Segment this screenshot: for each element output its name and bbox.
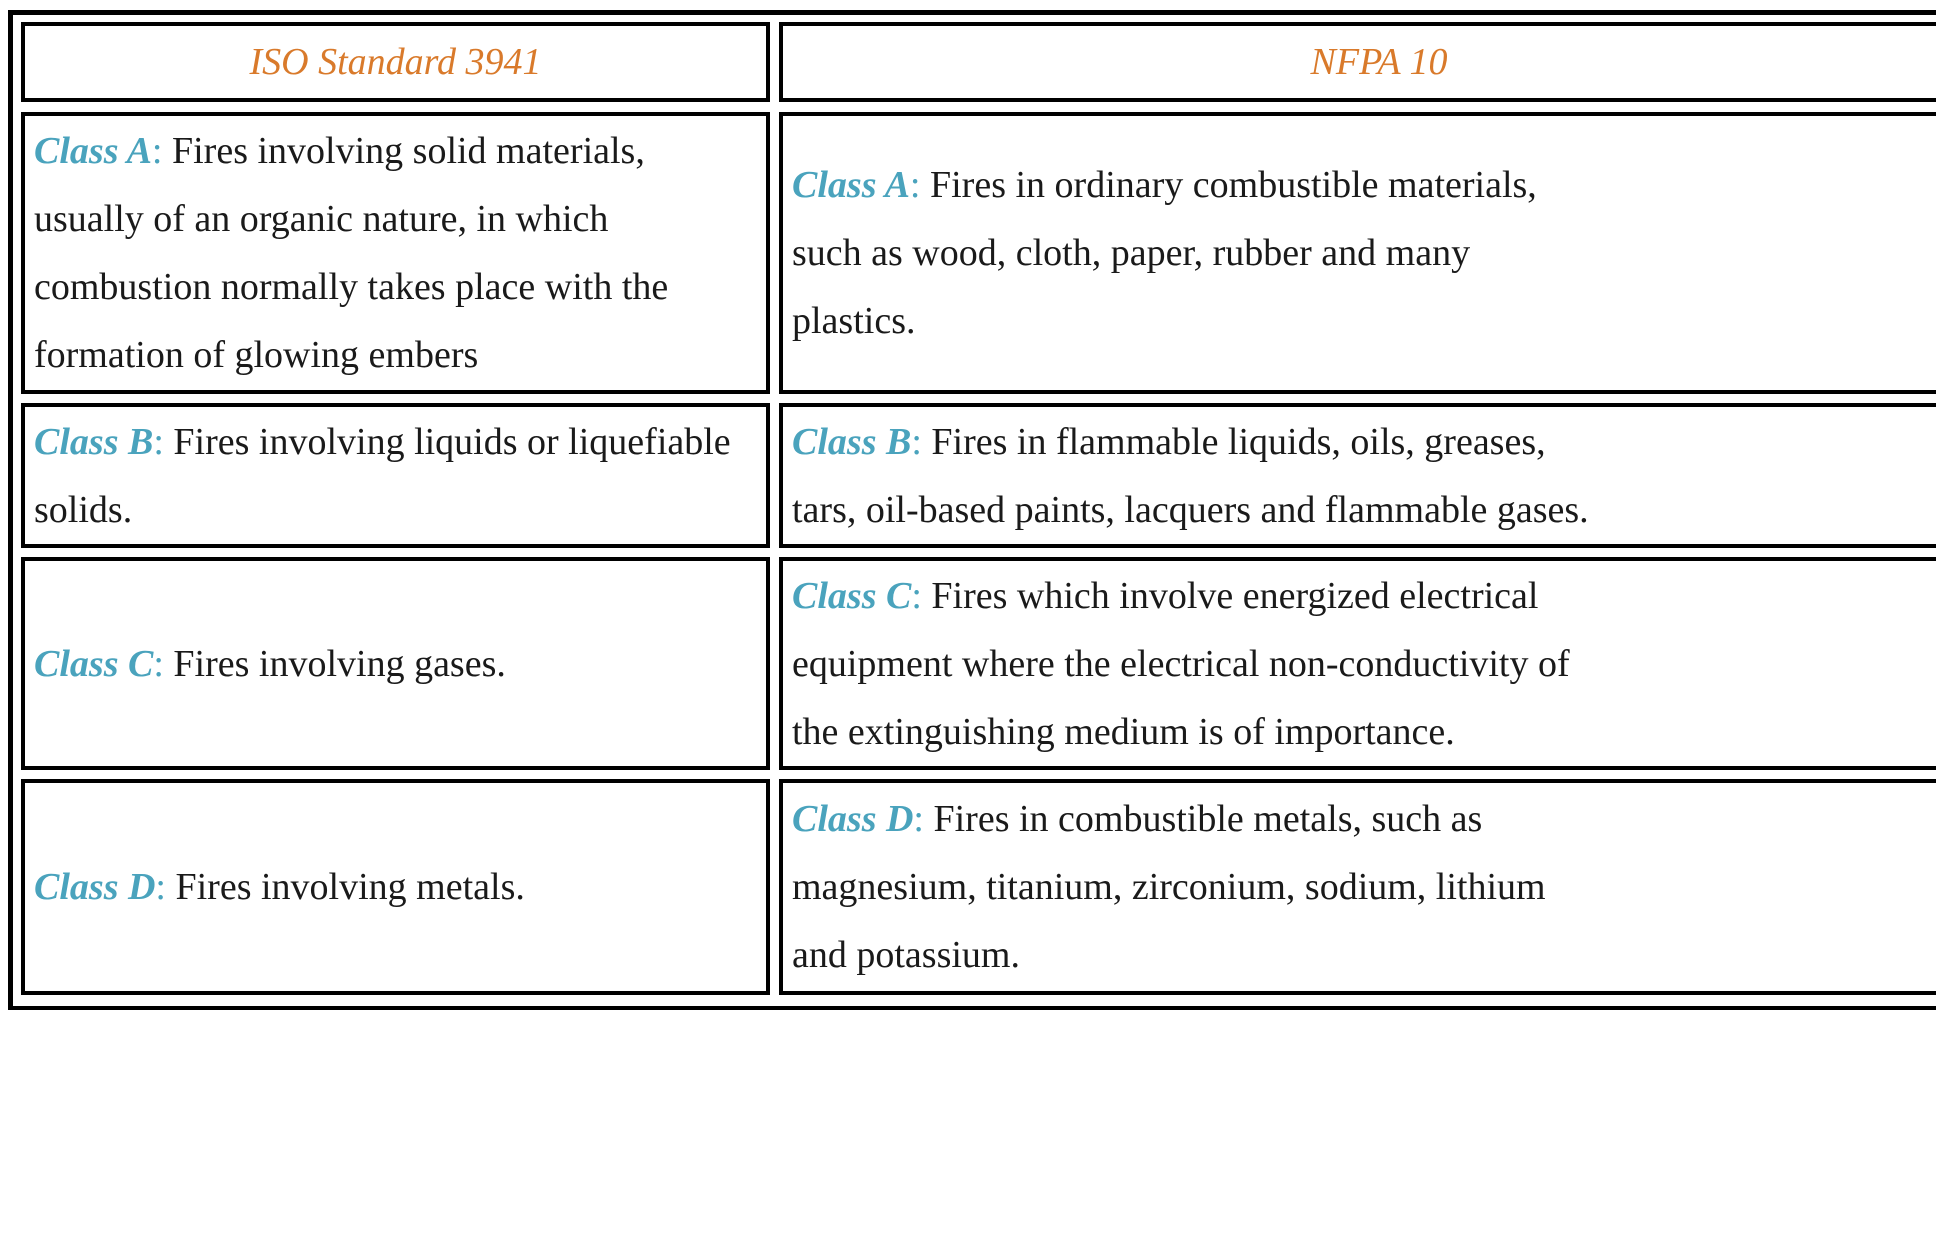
description-text: Fires involving metals. (165, 866, 525, 908)
nfpa-class-a-line-3: plastics. (792, 300, 916, 342)
class-colon: : (153, 642, 164, 685)
description-text: Fires involving solid materials, (162, 130, 645, 172)
description-text: Fires involving liquids or liquefiable (163, 420, 731, 463)
class-colon: : (911, 574, 922, 617)
header-cell-iso (21, 22, 770, 102)
iso-class-c-cell (21, 557, 770, 770)
class-label: Class C (34, 642, 154, 685)
description-text: Fires in ordinary combustible materials, (920, 164, 1537, 206)
nfpa-class-b-line-2: tars, oil-based paints, lacquers and flammable gases. (792, 488, 1589, 531)
nfpa-class-a-cell (779, 112, 1936, 394)
iso-class-a-line-4: formation of glowing embers (34, 334, 479, 376)
class-label: Class C (792, 574, 912, 617)
iso-class-d-cell (21, 779, 770, 995)
class-label: Class B (792, 420, 912, 463)
iso-class-d-line-1 (34, 853, 766, 921)
class-colon: : (153, 420, 164, 463)
nfpa-class-c-cell (779, 557, 1936, 770)
iso-class-a-line-2: usually of an organic nature, in which (34, 198, 609, 240)
iso-class-b-line-2: solids. (34, 488, 133, 531)
class-label: Class D (792, 798, 914, 840)
class-colon: : (155, 866, 166, 908)
nfpa-class-d-cell (779, 779, 1936, 995)
nfpa-class-a-line-2: such as wood, cloth, paper, rubber and many (792, 232, 1471, 274)
iso-class-b-cell (21, 403, 770, 548)
iso-class-c-line-1 (34, 630, 766, 698)
nfpa-class-a-line-1 (792, 151, 1936, 219)
nfpa-class-c-line-2: equipment where the electrical non-conductivity of (792, 642, 1570, 685)
nfpa-class-d-line-1 (792, 785, 1936, 853)
nfpa-class-b-cell (779, 403, 1936, 548)
header-cell-nfpa (779, 22, 1936, 102)
description-text: Fires in flammable liquids, oils, greases, (921, 420, 1546, 463)
iso-class-a-line-3: combustion normally takes place with the (34, 266, 669, 308)
nfpa-class-b-line-1 (792, 408, 1936, 476)
header-nfpa-10: NFPA 10 (1310, 41, 1448, 83)
nfpa-class-d-line-2: magnesium, titanium, zirconium, sodium, lithium (792, 866, 1546, 908)
class-colon: : (909, 164, 921, 206)
class-label: Class B (34, 420, 154, 463)
description-text: Fires which involve energized electrical (921, 574, 1539, 617)
nfpa-class-d-line-3: and potassium. (792, 934, 1020, 976)
class-colon: : (911, 420, 922, 463)
class-label: Class A (34, 130, 152, 172)
iso-class-b-line-1 (34, 408, 766, 476)
header-iso-standard-3941: ISO Standard 3941 (249, 41, 542, 83)
class-label: Class D (34, 866, 156, 908)
class-label: Class A (792, 164, 910, 206)
description-text: Fires involving gases. (163, 642, 506, 685)
nfpa-class-c-line-3: the extinguishing medium is of importance. (792, 710, 1455, 753)
iso-class-a-line-1 (34, 117, 766, 185)
nfpa-class-c-line-1 (792, 562, 1936, 630)
class-colon: : (913, 798, 924, 840)
iso-class-a-cell (21, 112, 770, 394)
description-text: Fires in combustible metals, such as (923, 798, 1483, 840)
class-colon: : (151, 130, 163, 172)
